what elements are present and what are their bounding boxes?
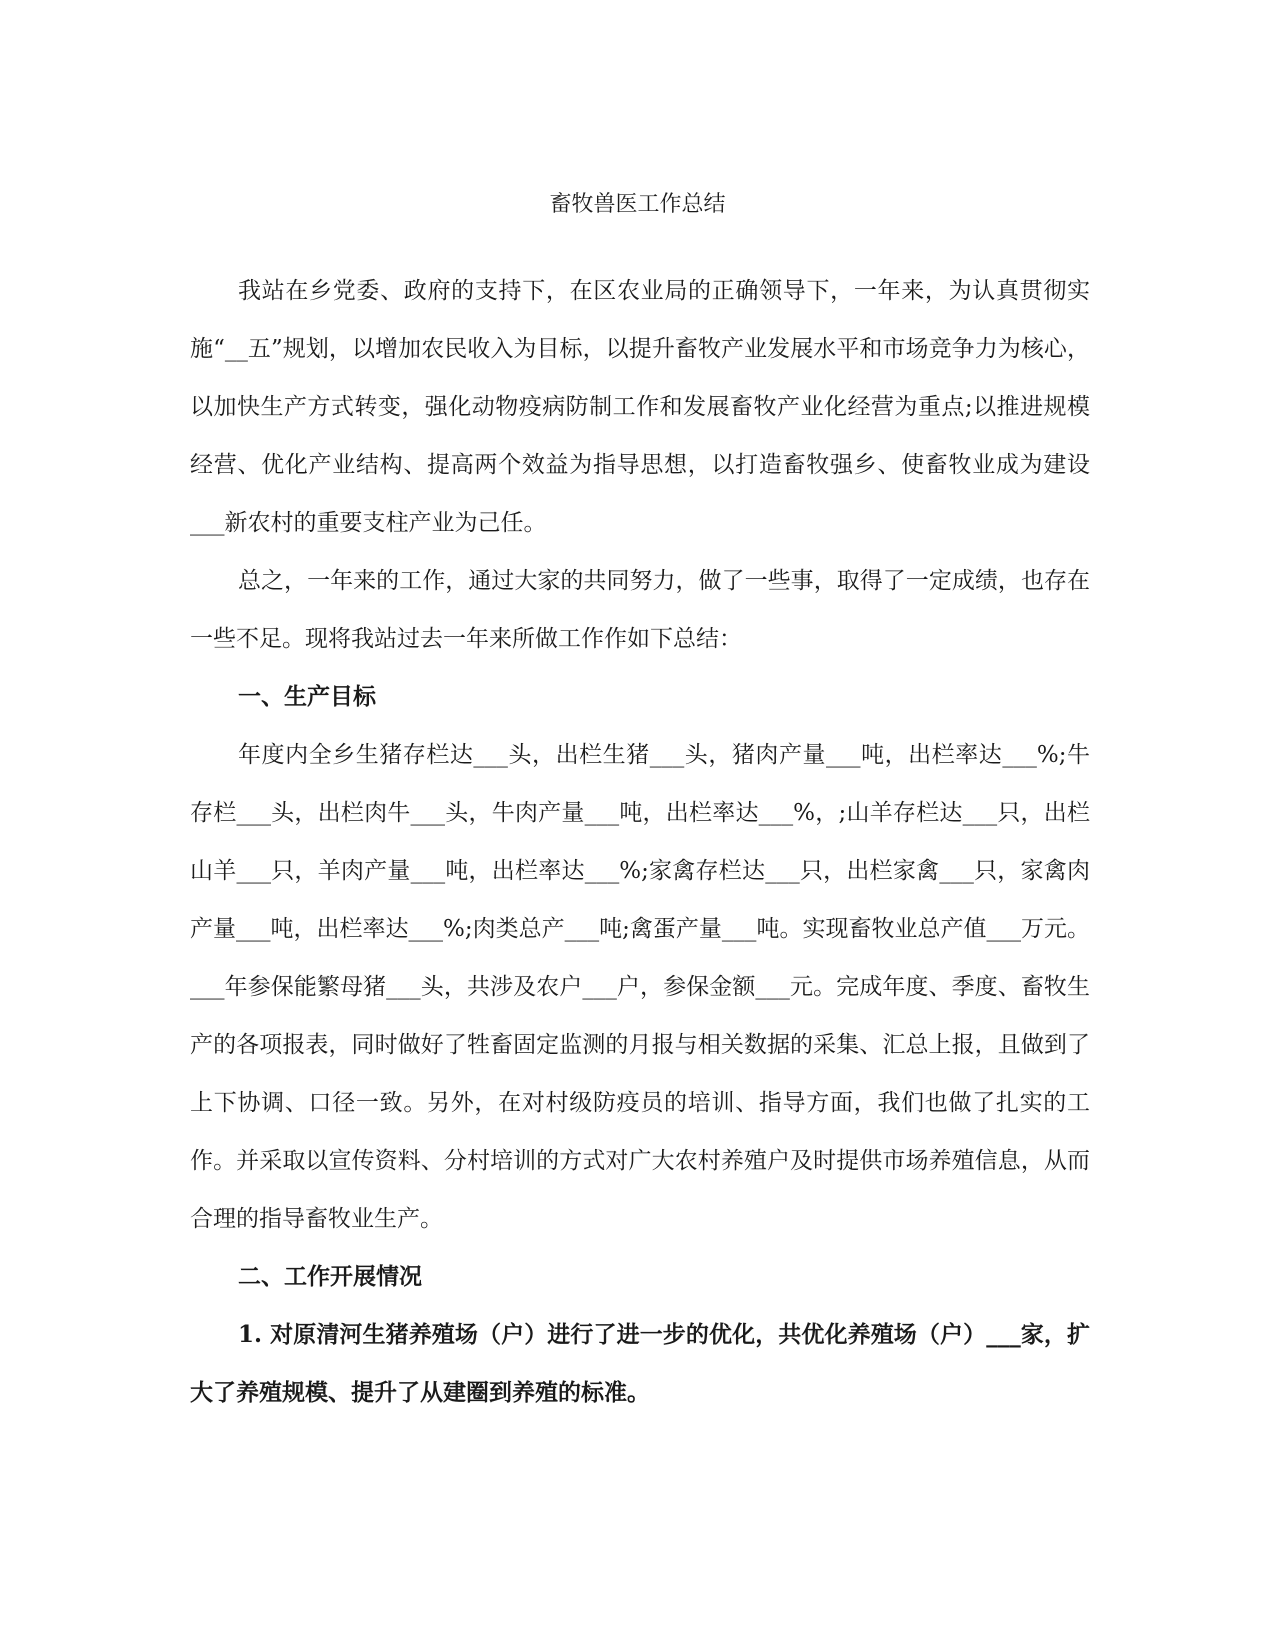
document-body [190,262,1090,1422]
paragraph-work-item-1: 1. 对原清河生猪养殖场（户）进行了进一步的优化，共优化养殖场（户）___家，扩大了养殖规模、提升了从建圈到养殖的标准。 [190,1321,1090,1406]
section-heading-work-progress: 二、工作开展情况 [238,1263,422,1290]
section-heading-production-goals: 一、生产目标 [238,683,376,710]
paragraph-intro: 我站在乡党委、政府的支持下，在区农业局的正确领导下，一年来，为认真贯彻实施“__五”规划，以增加农民收入为目标，以提升畜牧产业发展水平和市场竞争力为核心，以加快生产方式转变，强化动物疫病防制工作和发展畜牧产业化经营为重点;以推进规模经营、优化产业结构、提高两个效益为指导思想，以打造畜牧强乡、使畜牧业成为建设___新农村的重要支柱产业为己任。 [190,278,1090,536]
document-title: 畜牧兽医工作总结 [549,192,726,217]
paragraph-summary: 总之，一年来的工作，通过大家的共同努力，做了一些事，取得了一定成绩，也存在一些不足。现将我站过去一年来所做工作作如下总结： [190,568,1090,652]
paragraph-production-goals: 年度内全乡生猪存栏达___头，出栏生猪___头，猪肉产量___吨，出栏率达___%;牛存栏___头，出栏肉牛___头，牛肉产量___吨，出栏率达___%，;山羊存栏达___只，出栏山羊___只，羊肉产量___吨，出栏率达___%;家禽存栏达___只，出栏家禽___只，家禽肉产量___吨，出栏率达___%;肉类总产___吨;禽蛋产量___吨。实现畜牧业总产值___万元。___年参保能繁母猪___头，共涉及农户___户，参保金额___元。完成年度、季度、畜牧生产的各项报表，同时做好了牲畜固定监测的月报与相关数据的采集、汇总上报，且做到了上下协调、口径一致。另外，在对村级防疫员的培训、指导方面，我们也做了扎实的工作。并采取以宣传资料、分村培训的方式对广大农村养殖户及时提供市场养殖信息，从而合理的指导畜牧业生产。 [190,742,1090,1232]
